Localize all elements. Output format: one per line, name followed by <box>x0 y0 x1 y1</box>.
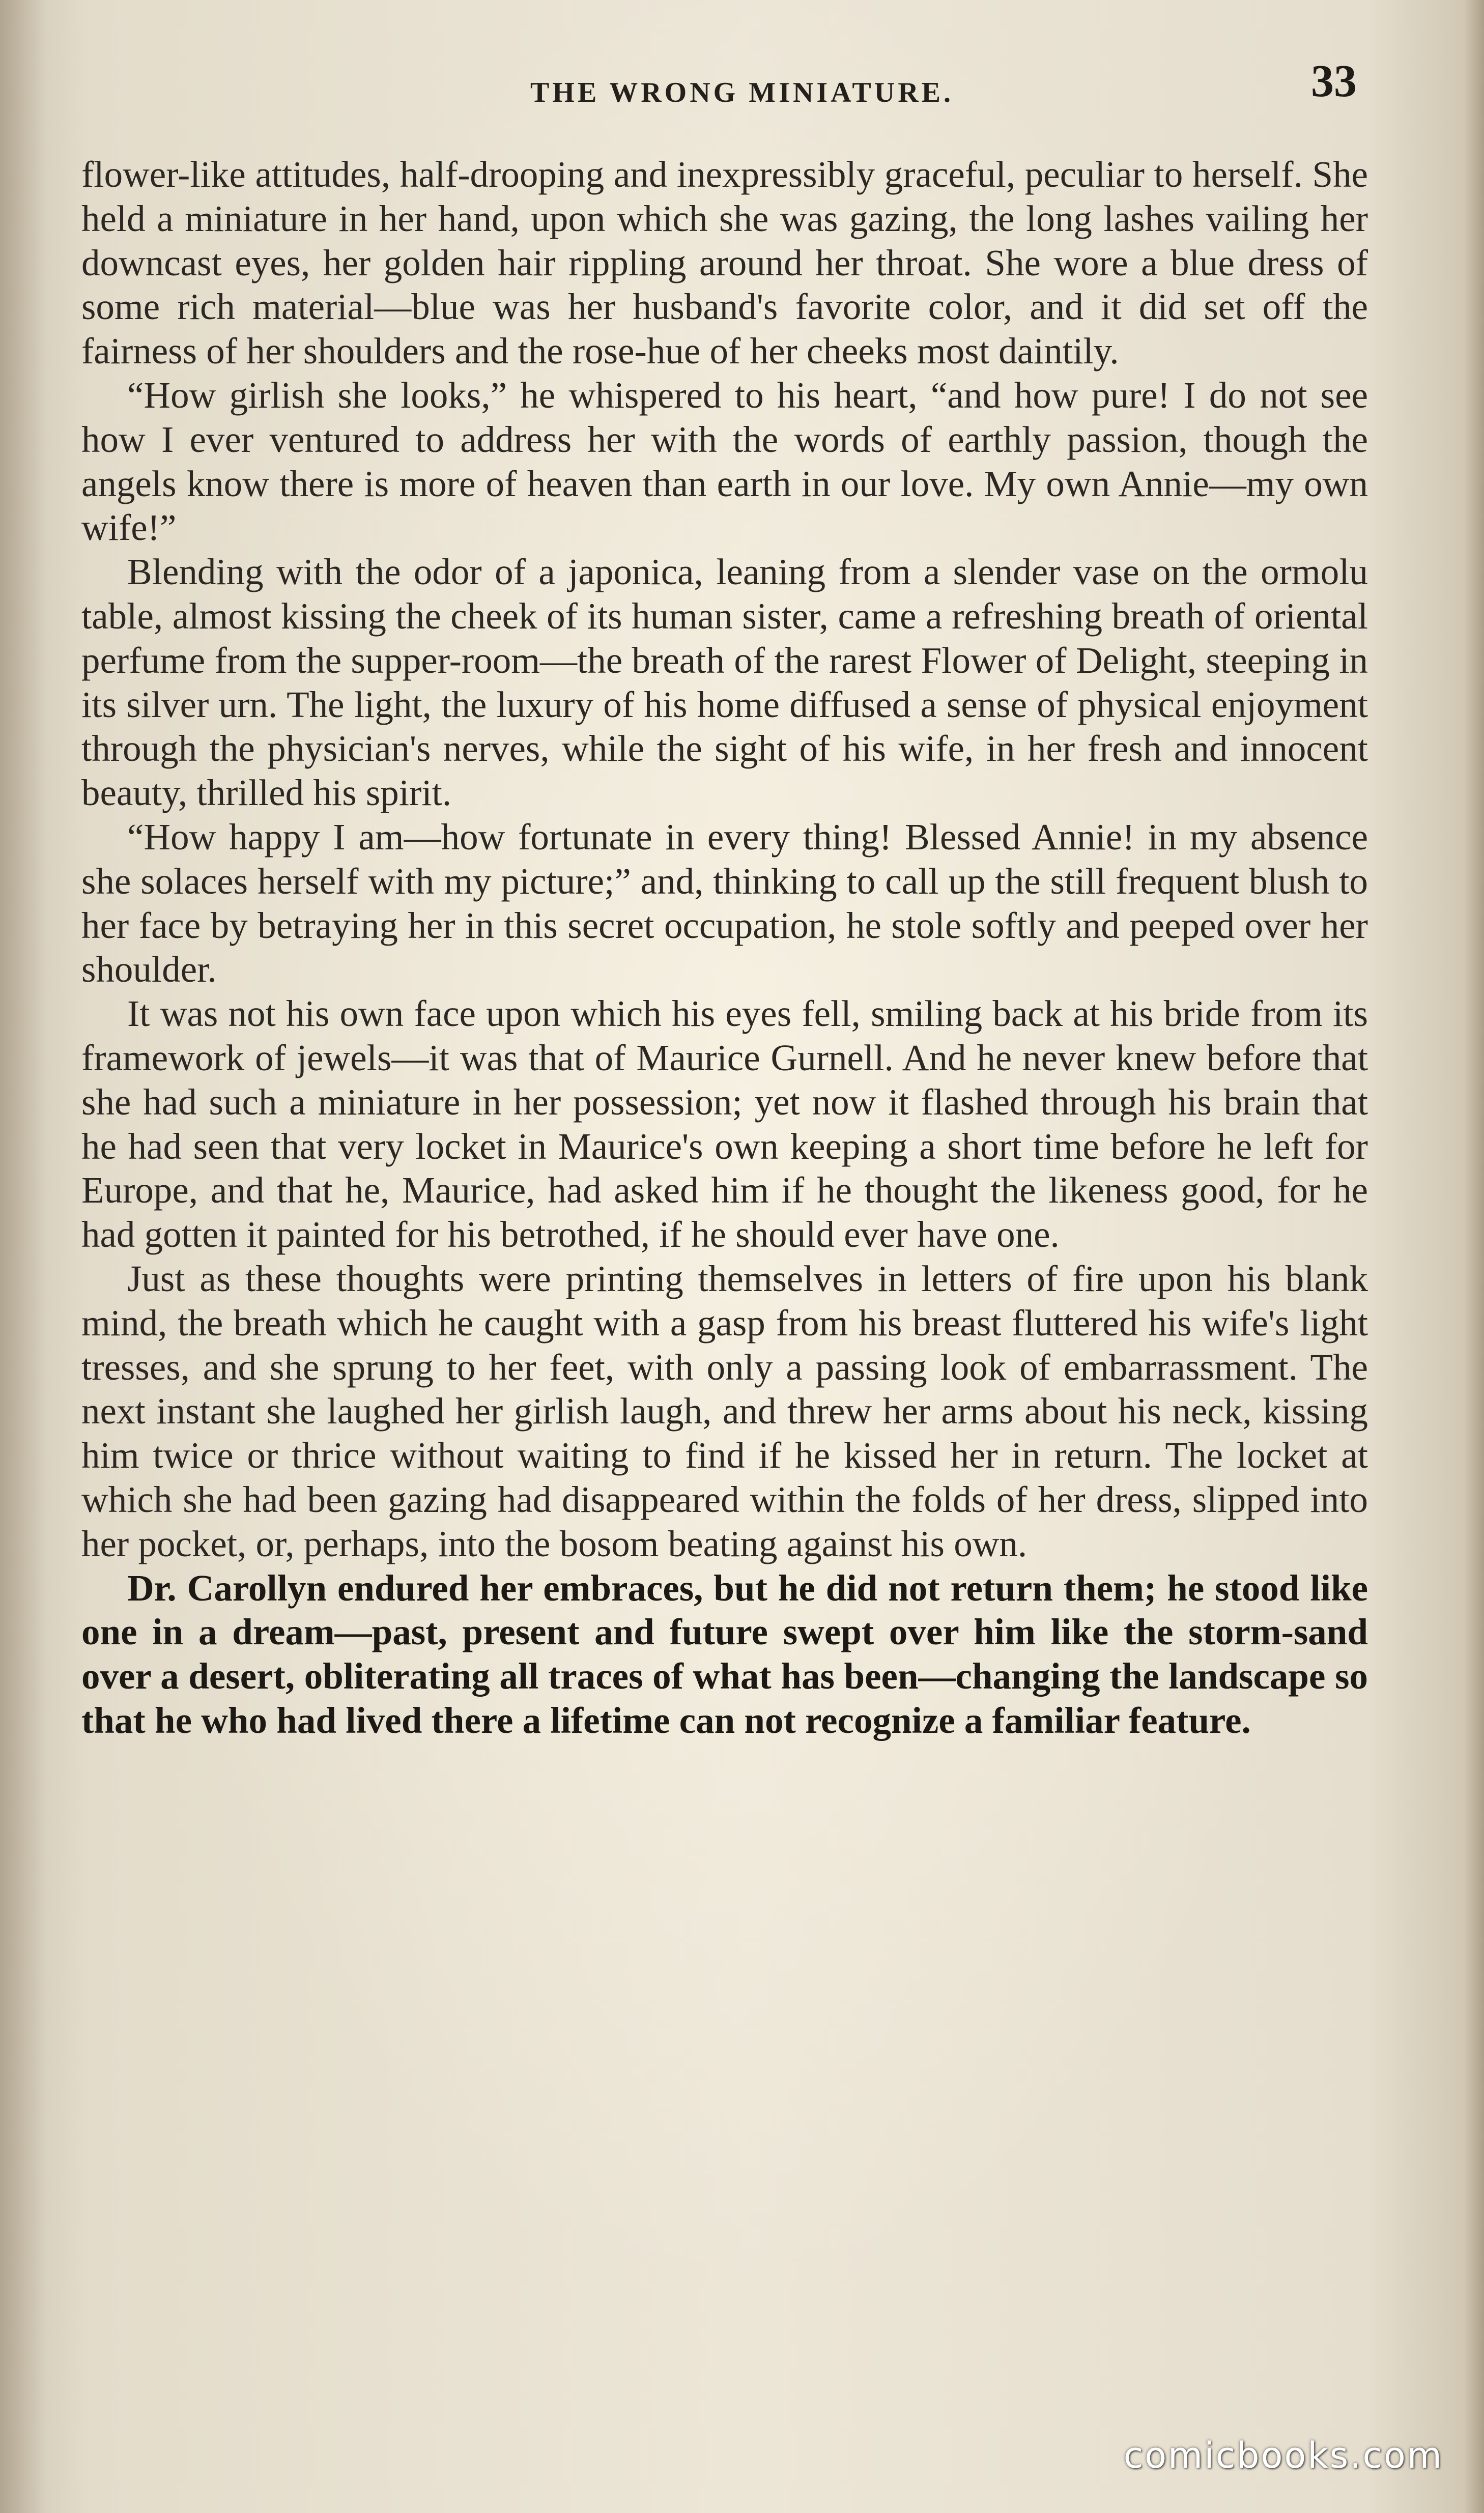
site-watermark: comicbooks.com <box>1123 2435 1443 2476</box>
page-edge-shadow <box>1464 0 1484 2513</box>
paragraph-2: “How girlish she looks,” he whispered to his heart, “and how pure! I do not see how I ever ventured to address her with the words of earthly passion, though the angels know there is more of heaven than earth in our love. My own Annie—my own wife!” <box>81 374 1368 549</box>
paragraph-3: Blending with the odor of a japonica, leaning from a slender vase on the ormolu table, almost kissing the cheek of its human sister, came a refreshing breath of oriental perfume from the supper-room—the breath of the rarest Flower of Delight, steeping in its silver urn. The light, the luxury of his home diffused a sense of physical enjoyment through the physician's nerves, while the sight of his wife, in her fresh and innocent beauty, thrilled his spirit. <box>81 551 1368 814</box>
page-number: 33 <box>1311 56 1357 106</box>
paragraph-5: It was not his own face upon which his eyes fell, smiling back at his bride from its framework of jewels—it was that of Maurice Gurnell. And he never knew before that she had such a miniature in her possession; yet now it flashed through his brain that he had seen that very locket in Maurice's own keeping a short time before he left for Europe, and that he, Maurice, had asked him if he thought the likeness good, for he had gotten it painted for his betrothed, if he should ever have one. <box>81 993 1368 1255</box>
running-head: THE WRONG MINIATURE. <box>530 77 954 108</box>
paragraph-7: Dr. Carollyn endured her embraces, but he did not return them; he stood like one in a dream—past, present and future swept over him like the storm-sand over a desert, obliterating all traces of what has been—changing the landscape so that he who had lived there a lifetime can not recognize a familiar feature. <box>81 1567 1368 1741</box>
paragraph-1: flower-like attitudes, half-drooping and inexpressibly graceful, peculiar to herself. She held a miniature in her hand, upon which she was gazing, the long lashes vailing her downcast eyes, her golden hair rippling around her throat. She wore a blue dress of some rich material—blue was her husband's favorite color, and it did set off the fairness of her shoulders and the rose-hue of her cheeks most daintily. <box>81 154 1368 372</box>
paragraph-6: Just as these thoughts were printing themselves in letters of fire upon his blank mind, the breath which he caught with a gasp from his breast fluttered his wife's light tresses, and she sprung to her feet, with only a passing look of embarrassment. The next instant she laughed her girlish laugh, and threw her arms about his neck, kissing him twice or thrice without waiting to find if he kissed her in return. The locket at which she had been gazing had disappeared within the folds of her dress, slipped into her pocket, or, perhaps, into the bosom beating against his own. <box>81 1258 1368 1564</box>
body-text <box>81 153 1368 1743</box>
paragraph-4: “How happy I am—how fortunate in every thing! Blessed Annie! in my absence she solaces herself with my picture;” and, thinking to call up the still frequent blush to her face by betraying her in this secret occupation, he stole softly and peeped over her shoulder. <box>81 816 1368 990</box>
page-gutter-shadow <box>0 0 46 2513</box>
